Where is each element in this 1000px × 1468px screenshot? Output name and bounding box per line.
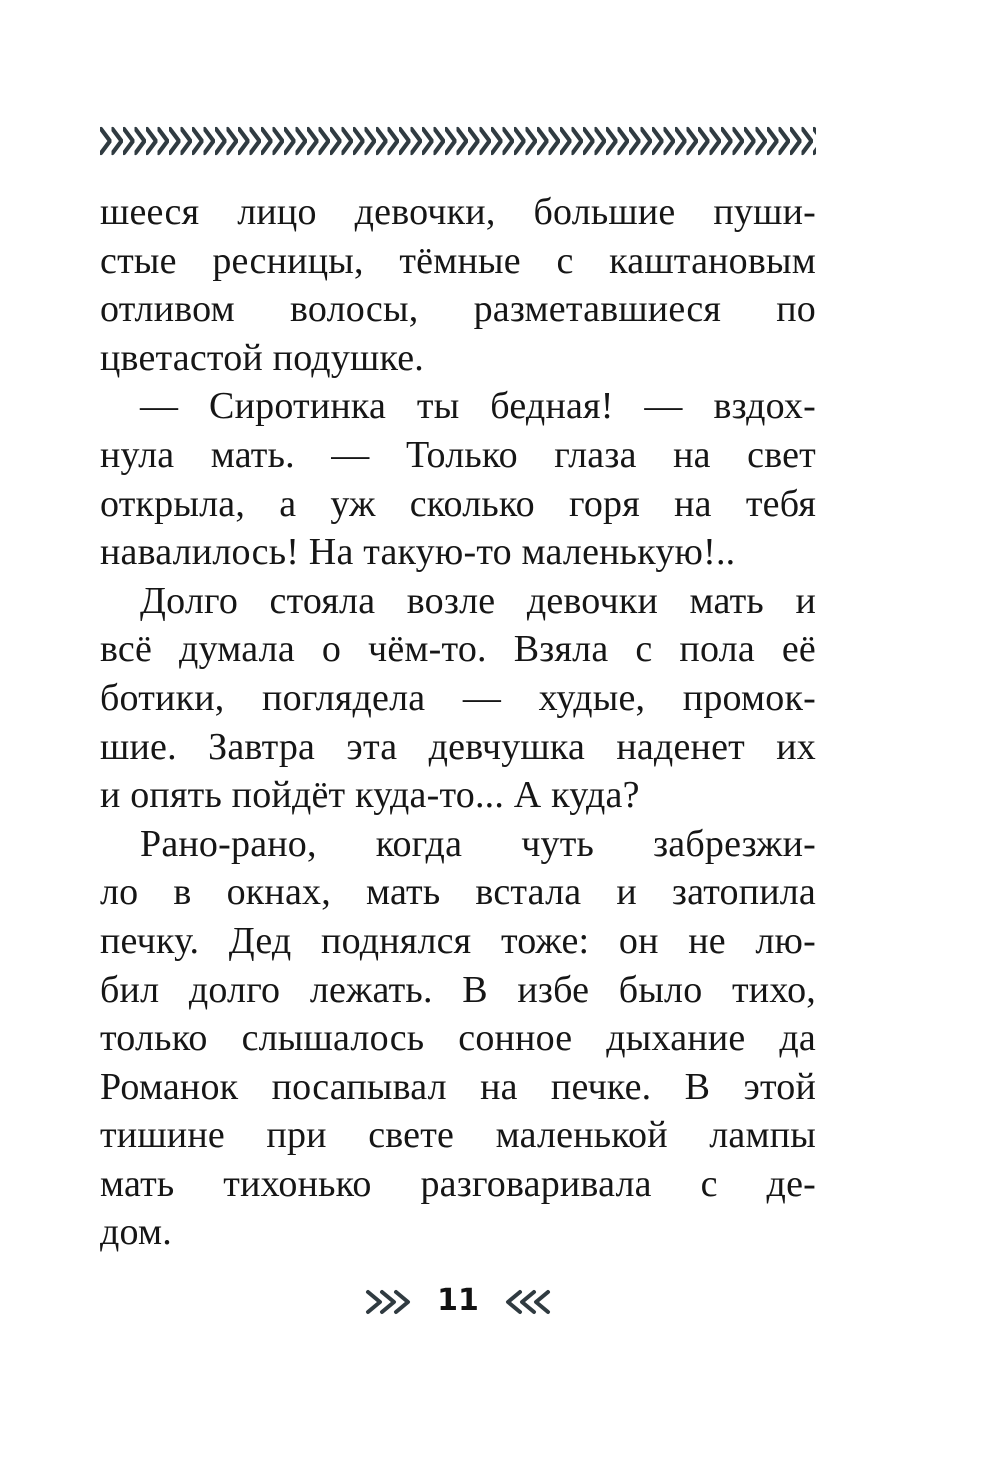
text-line: шие. Завтра эта девчушка наденет их — [100, 725, 816, 768]
text-line: навалилось! На такую-то маленькую!.. — [100, 531, 736, 574]
text-line: стые ресницы, тёмные с каштановым — [100, 239, 816, 282]
text-line: нула мать. — Только глаза на свет — [100, 433, 816, 476]
text-line: Рано-рано, когда чуть забрезжи- — [140, 822, 816, 865]
text-line: печку. Дед поднялся тоже: он не лю- — [100, 919, 816, 962]
text-line: и опять пойдёт куда-то... А куда? — [100, 774, 640, 817]
triple-chevron-right-icon — [365, 1289, 417, 1315]
text-line: — Сиротинка ты бедная! — вздох- — [140, 385, 816, 428]
text-line: мать тихонько разговаривала с де- — [100, 1162, 816, 1205]
page-footer — [100, 1280, 816, 1324]
page-number: 11 — [437, 1283, 479, 1318]
text-line: дом. — [100, 1211, 172, 1254]
text-line: открыла, а уж сколько горя на тебя — [100, 482, 816, 525]
text-line: бил долго лежать. В избе было тихо, — [100, 968, 816, 1011]
text-line: шееся лицо девочки, большие пуши- — [100, 191, 816, 233]
text-line: тишине при свете маленькой лампы — [100, 1114, 816, 1157]
text-line: всё думала о чём-то. Взяла с пола её — [100, 628, 816, 671]
text-line: Долго стояла возле девочки мать и — [140, 579, 816, 622]
text-line: цветастой подушке. — [100, 336, 424, 379]
chevron-feather-row-icon — [100, 124, 816, 158]
text-line: отливом волосы, разметавшиеся по — [100, 288, 816, 331]
text-line: ботики, поглядела — худые, промок- — [100, 676, 816, 719]
body-text — [100, 188, 816, 1257]
text-line: только слышалось сонное дыхание да — [100, 1017, 816, 1060]
triple-chevron-left-icon — [499, 1289, 551, 1315]
text-line: ло в окнах, мать встала и затопила — [100, 871, 816, 914]
text-line: Романок посапывал на печке. В этой — [100, 1065, 816, 1108]
